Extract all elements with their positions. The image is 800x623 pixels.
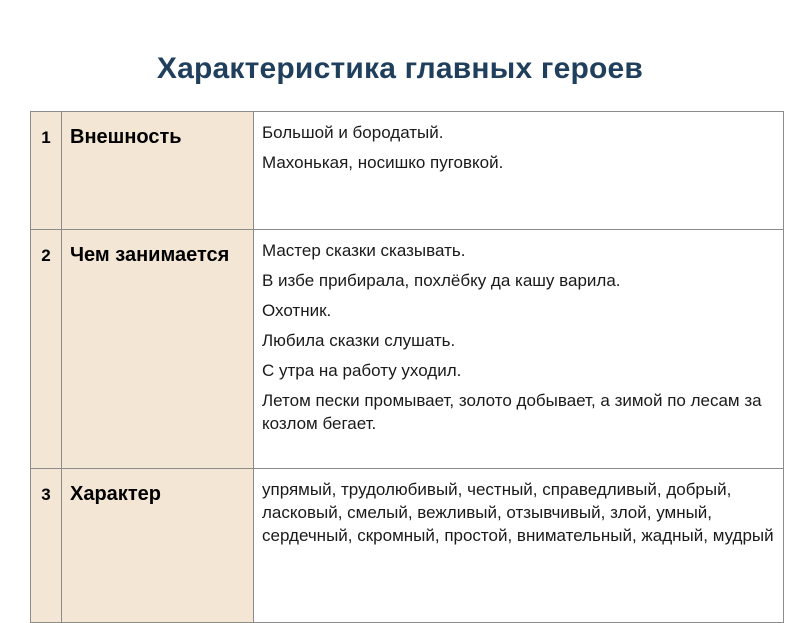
characteristics-table bbox=[30, 111, 784, 623]
content-line: Охотник. bbox=[262, 301, 332, 320]
content-line: Любила сказки слушать. bbox=[262, 331, 456, 350]
row-label-occupation: Чем занимается bbox=[62, 230, 254, 469]
table-row-occupation bbox=[31, 230, 784, 469]
row-content-appearance bbox=[254, 112, 784, 230]
table-row-appearance bbox=[31, 112, 784, 230]
content-line: Летом пески промывает, золото добывает, а зимой по лесам за козлом бегает. bbox=[262, 391, 762, 433]
table-row-character bbox=[31, 469, 784, 623]
page-title: Характеристика главных героев bbox=[156, 52, 644, 85]
row-number: 3 bbox=[31, 469, 62, 623]
content-line: Большой и бородатый. bbox=[262, 123, 444, 142]
row-number: 2 bbox=[31, 230, 62, 469]
row-content-occupation bbox=[254, 230, 784, 469]
content-line: упрямый, трудолюбивый, честный, справедливый, добрый, ласковый, смелый, вежливый, отзывчивый, злой, умный, сердечный, скромный, простой, внимательный, жадный, мудрый bbox=[262, 480, 774, 545]
row-label-appearance: Внешность bbox=[62, 112, 254, 230]
content-line: Махонькая, носишко пуговкой. bbox=[262, 153, 504, 172]
content-line: В избе прибирала, похлёбку да кашу варила. bbox=[262, 271, 621, 290]
row-content-character bbox=[254, 469, 784, 623]
content-line: С утра на работу уходил. bbox=[262, 361, 462, 380]
row-label-character: Характер bbox=[62, 469, 254, 623]
row-number: 1 bbox=[31, 112, 62, 230]
content-line: Мастер сказки сказывать. bbox=[262, 241, 466, 260]
